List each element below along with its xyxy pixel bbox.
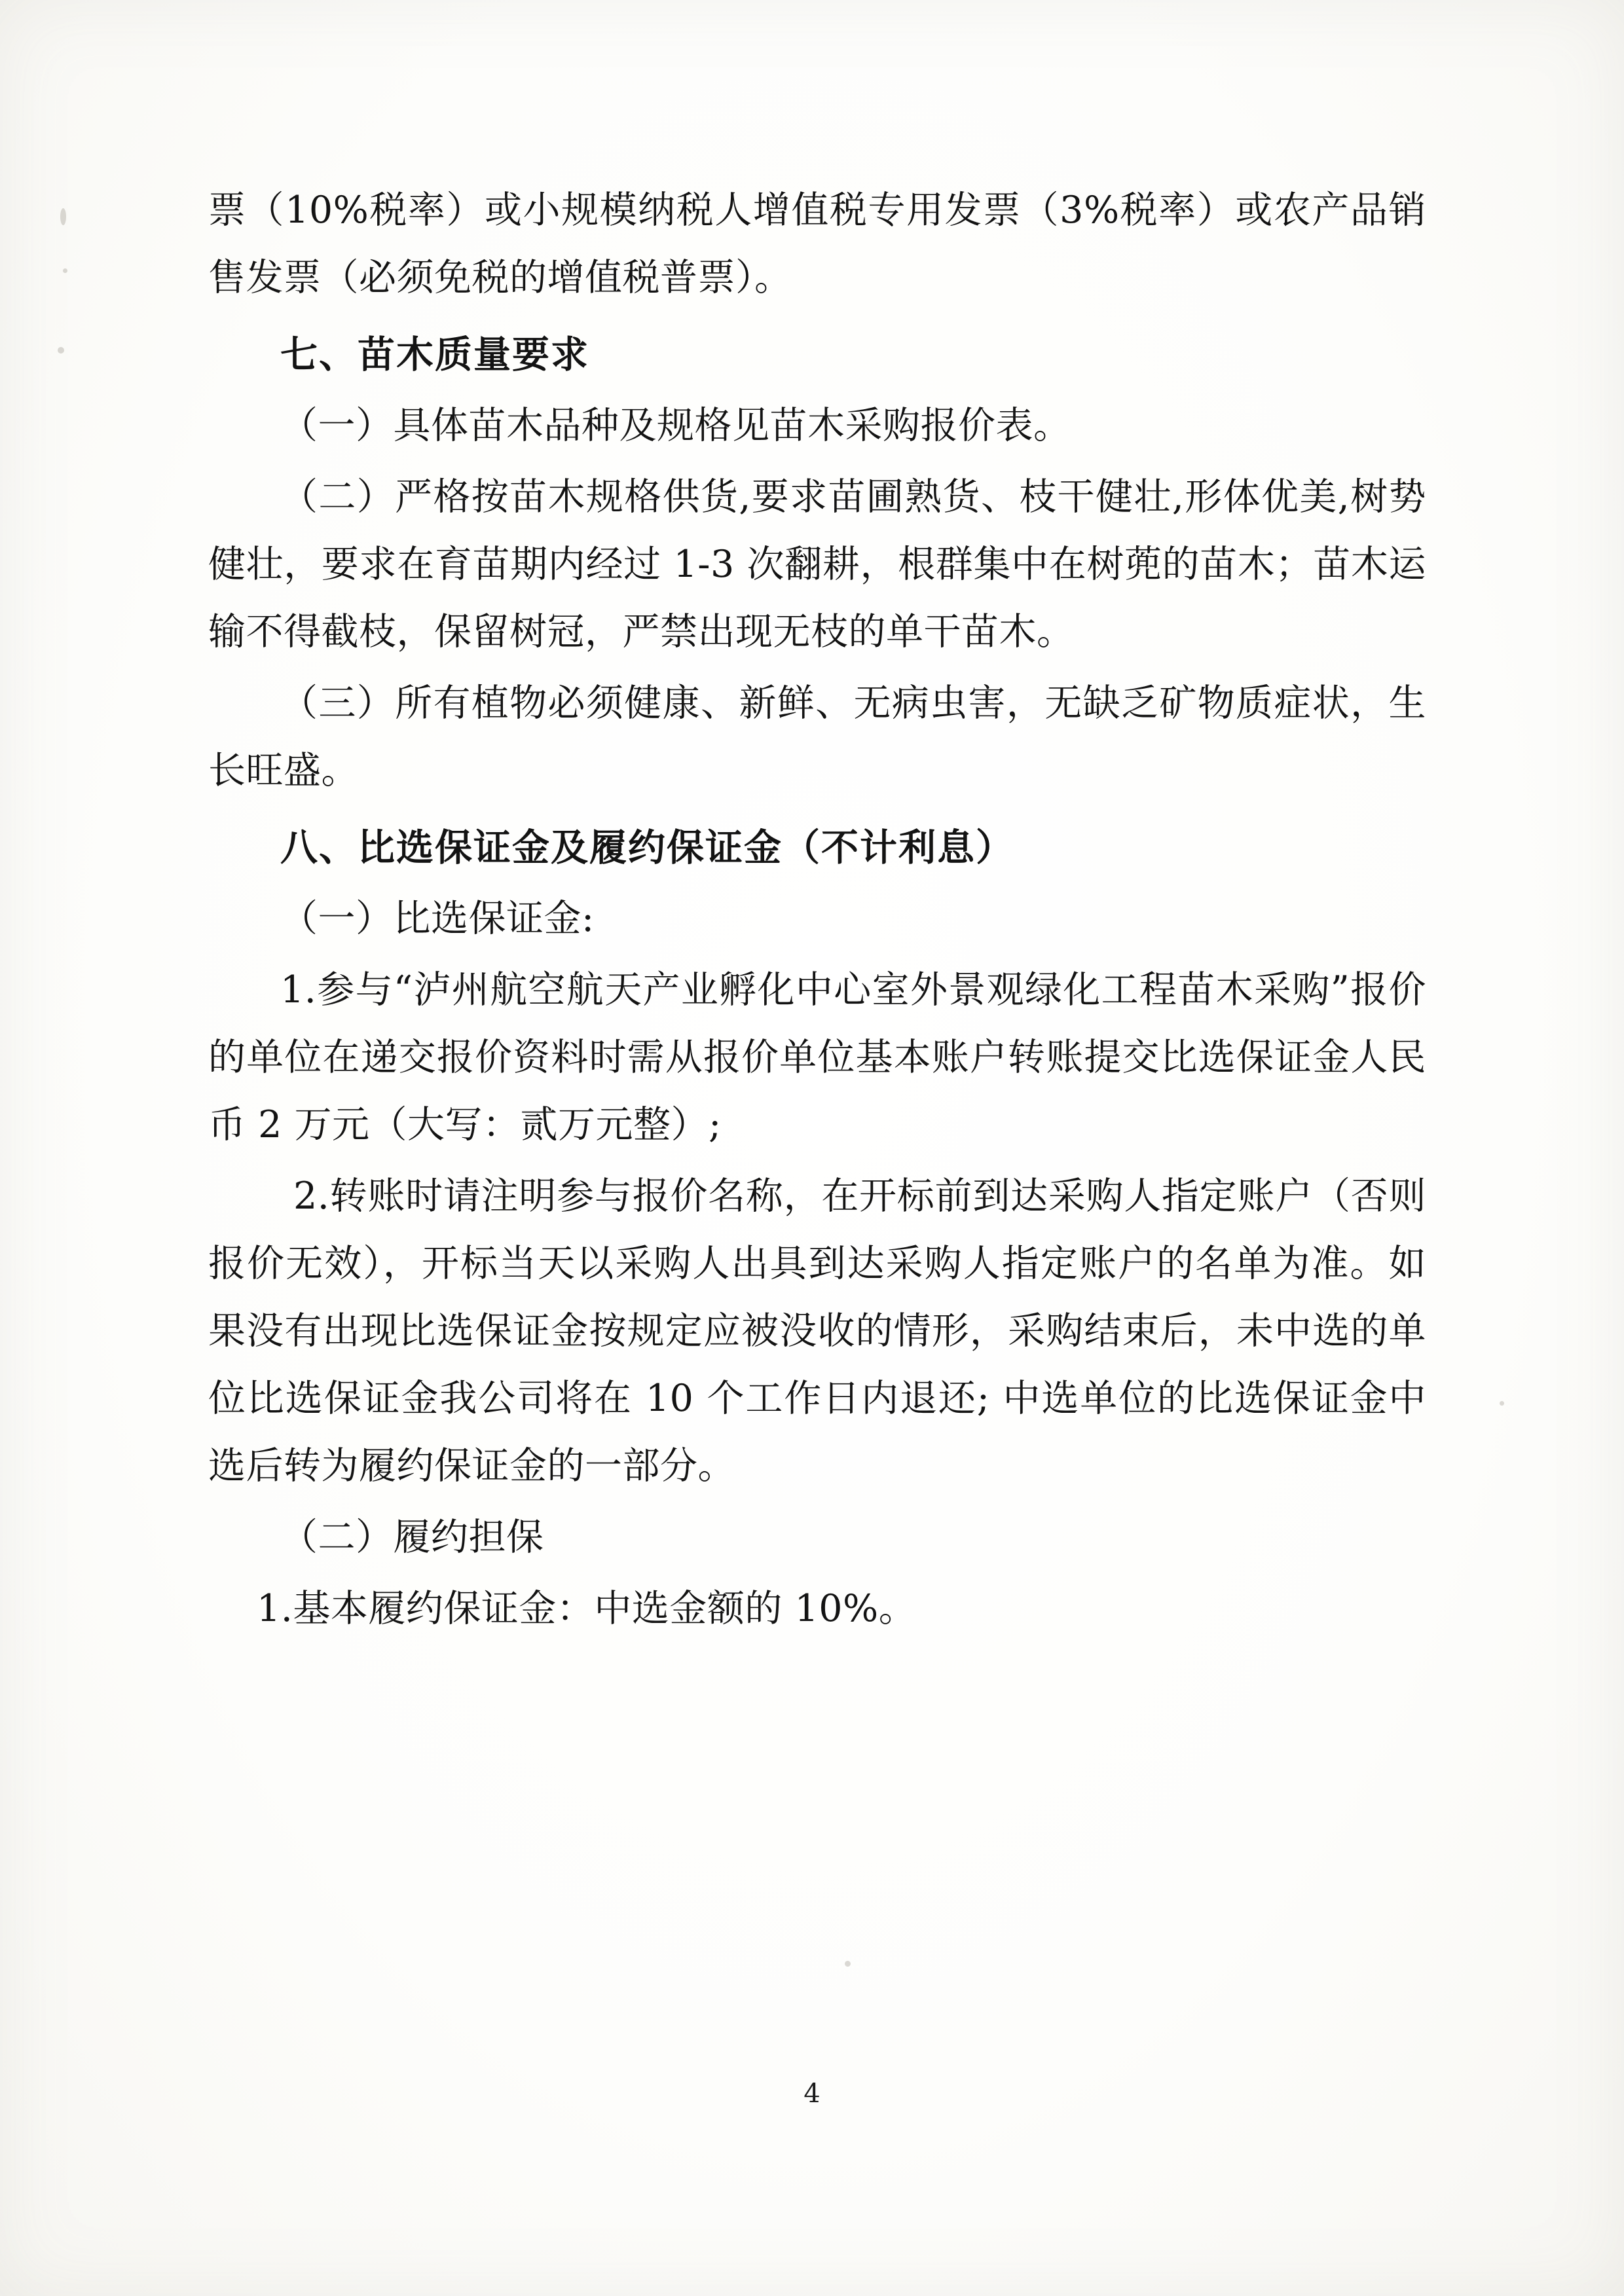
- scan-speckle: [60, 208, 66, 225]
- scan-speckle: [845, 1961, 851, 1967]
- paragraph-7-1: （一）具体苗木品种及规格见苗木采购报价表。: [280, 404, 1071, 447]
- scan-speckle: [63, 268, 67, 273]
- paragraph-8-1-2: 2.转账时请注明参与报价名称，在开标前到达采购人指定账户（否则报价无效），开标当天以采购人出具到达采购人指定账户的名单为准。如果没有出现比选保证金按规定应被没收的情形，采购结束后，未中选的单位比选保证金我公司将在 10 个工作日内退还; 中选单位的比选保证金中选后转为履约保证金的一部分。: [208, 1175, 1426, 1487]
- paragraph-invoice-tail: 票（10%税率）或小规模纳税人增值税专用发票（3%税率）或农产品销售发票（必须免税的增值税普票）。: [208, 189, 1426, 299]
- scan-speckle: [58, 347, 64, 354]
- scan-speckle: [1500, 1401, 1504, 1406]
- section-heading-eight: 八、比选保证金及履约保证金（不计利息）: [280, 826, 1014, 869]
- paragraph-8-1-1: 1.参与“泸州航空航天产业孵化中心室外景观绿化工程苗木采购”报价的单位在递交报价资料时需从报价单位基本账户转账提交比选保证金人民币 2 万元（大写：贰万元整）;: [208, 968, 1426, 1146]
- paragraph-7-3: （三）所有植物必须健康、新鲜、无病虫害，无缺乏矿物质症状，生长旺盛。: [208, 682, 1426, 792]
- paragraph-8-1: （一）比选保证金:: [280, 897, 595, 940]
- paragraph-8-2-1: 1.基本履约保证金：中选金额的 10%。: [257, 1587, 917, 1630]
- paragraph-8-2: （二）履约担保: [280, 1516, 544, 1559]
- page-number: 4: [803, 2079, 821, 2109]
- paragraph-7-2: （二）严格按苗木规格供货,要求苗圃熟货、枝干健壮,形体优美,树势健壮，要求在育苗期内经过 1-3 次翻耕，根群集中在树蔸的苗木；苗木运输不得截枝，保留树冠，严禁出现无枝的单干苗木。: [208, 475, 1426, 653]
- document-body: [208, 177, 1426, 1643]
- section-heading-seven: 七、苗木质量要求: [280, 333, 589, 376]
